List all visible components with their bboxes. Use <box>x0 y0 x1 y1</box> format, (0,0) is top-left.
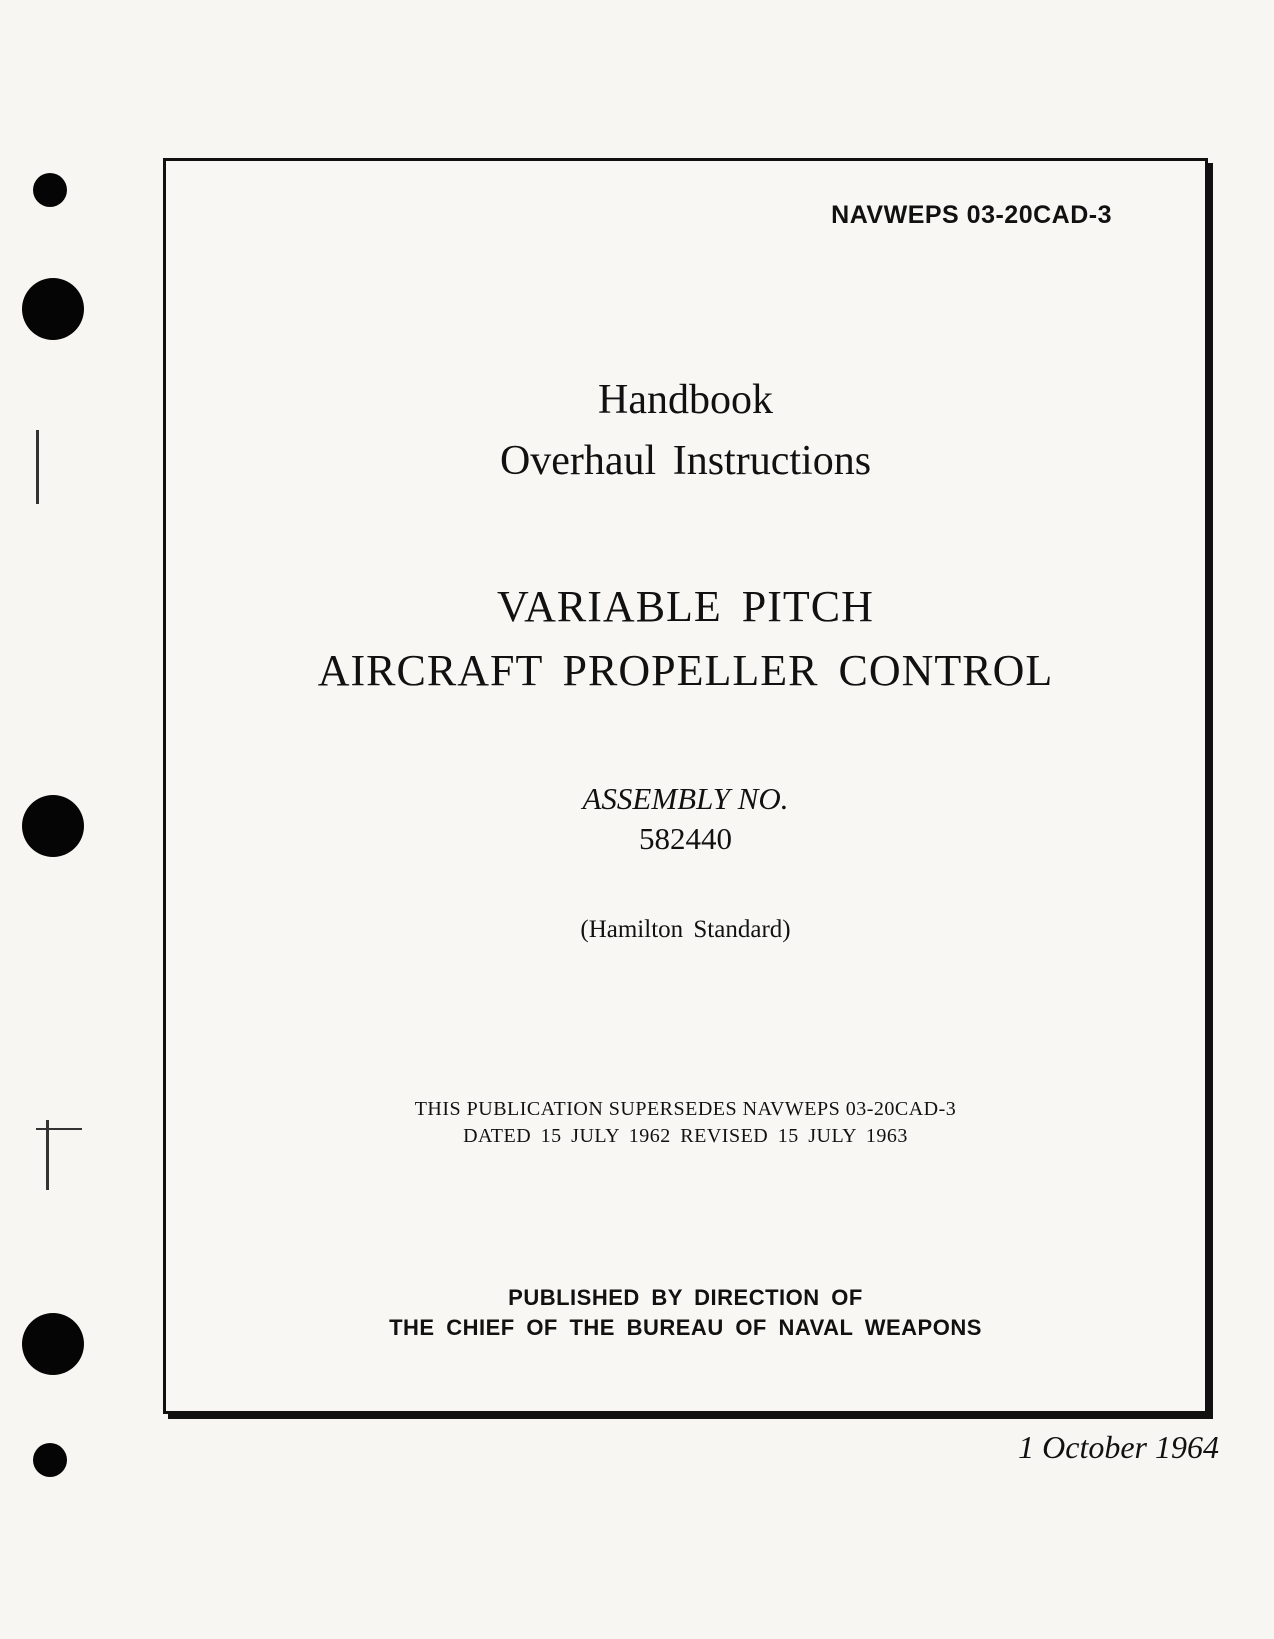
binder-hole-4 <box>22 1313 84 1375</box>
heading-overhaul-instructions: Overhaul Instructions <box>499 438 872 484</box>
document-number: NAVWEPS 03-20CAD-3 <box>831 201 1112 229</box>
published-by-line-1: PUBLISHED BY DIRECTION OF <box>508 1285 863 1310</box>
assembly-number: 582440 <box>639 821 732 856</box>
assembly-label: ASSEMBLY NO. <box>582 781 789 816</box>
binding-mark-upper <box>36 430 39 504</box>
binding-mark-lower-tick <box>36 1128 82 1130</box>
supersedes-notice-line-1: THIS PUBLICATION SUPERSEDES NAVWEPS 03-20CAD-3 <box>414 1098 957 1120</box>
binder-hole-3 <box>22 795 84 857</box>
publication-date: 1 October 1964 <box>1018 1429 1219 1465</box>
manufacturer: (Hamilton Standard) <box>580 916 791 943</box>
binder-hole-1 <box>33 173 67 207</box>
binder-hole-5 <box>33 1443 67 1477</box>
title-line-2: AIRCRAFT PROPELLER CONTROL <box>317 646 1054 695</box>
heading-handbook: Handbook <box>598 377 773 423</box>
cover-frame <box>163 158 1208 1414</box>
binder-hole-2 <box>22 278 84 340</box>
title-line-1: VARIABLE PITCH <box>497 582 874 631</box>
supersedes-notice-line-2: DATED 15 JULY 1962 REVISED 15 JULY 1963 <box>463 1125 908 1147</box>
binding-mark-lower <box>46 1120 49 1190</box>
published-by-line-2: THE CHIEF OF THE BUREAU OF NAVAL WEAPONS <box>389 1315 982 1340</box>
